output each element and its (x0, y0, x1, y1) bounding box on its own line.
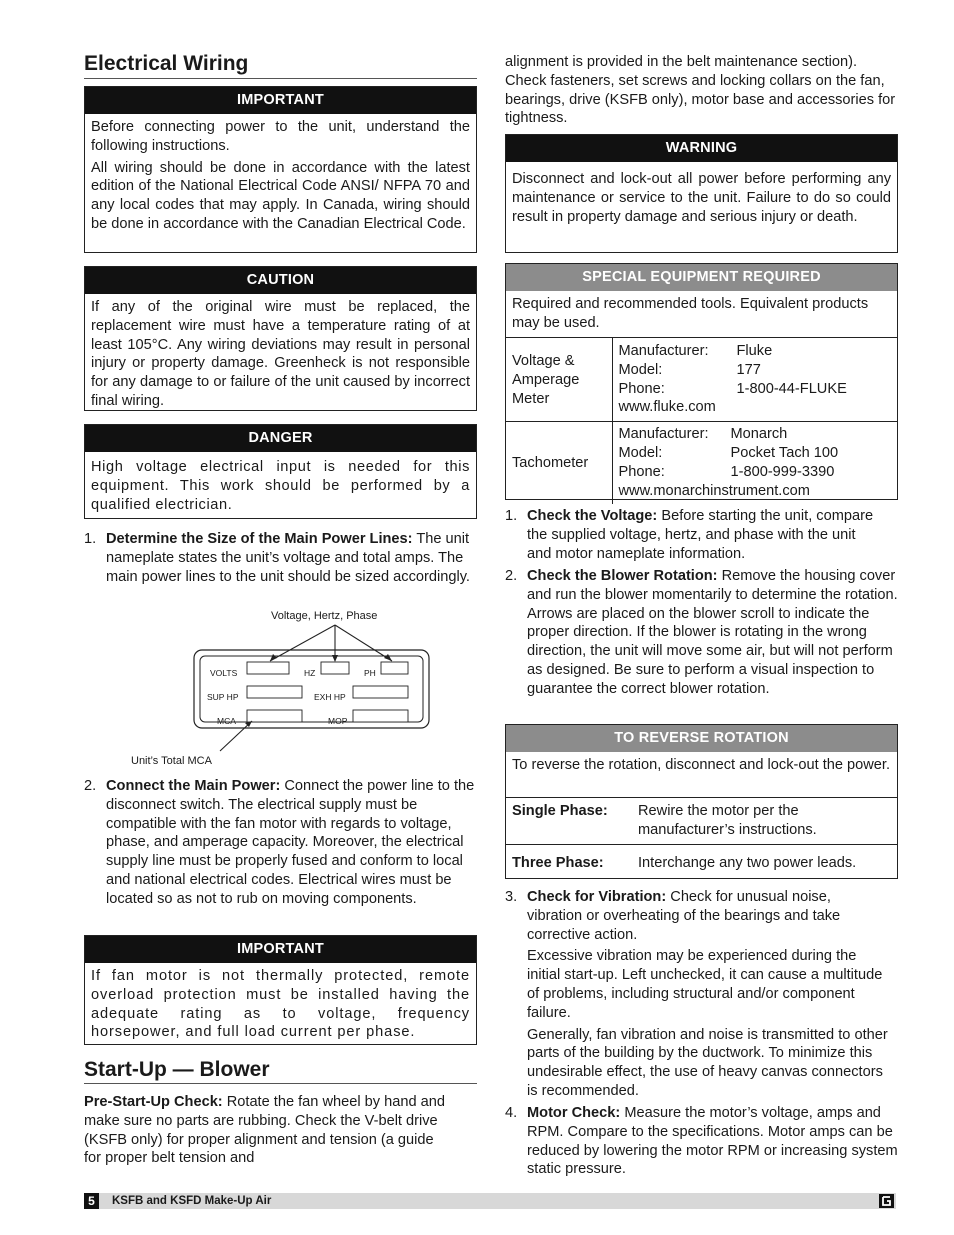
reverse-rotation-table (505, 724, 898, 879)
equipment-heading: SPECIAL EQUIPMENT REQUIRED (506, 264, 897, 291)
equipment-name: Voltage & Amperage Meter (506, 338, 612, 422)
step-description: The unit nameplate states the unit’s voltage and total amps. The main power lines to the unit should be sized accordingly. (106, 531, 470, 585)
step-text (527, 567, 899, 699)
detail-value: 1-800-44-FLUKE (736, 380, 847, 397)
caution-paragraph: If any of the original wire must be replaced, the replacement wire must have a temperature rating of at least 105°C. Any wiring deviations may result in personal injury or property damage. Greenheck is not responsible for any damage to or failure of the unit caused by incorrect final wiring. (91, 299, 470, 409)
warning-body (506, 162, 897, 233)
equipment-details (612, 338, 897, 422)
step-number: 2. (84, 778, 97, 794)
detail-url: www.fluke.com (618, 399, 716, 416)
important-paragraph: All wiring should be done in accordance with the latest edition of the National Electrical Code ANSI/ NFPA 70 and any local codes that may apply. In Canada, wiring should be done in accordance with the Canadian Electrical Code. (91, 159, 470, 232)
important-body (85, 114, 476, 241)
step-description: Before starting the unit, compare the supplied voltage, hertz, and phase with the unit and motor nameplate information. (527, 508, 874, 562)
important-heading: IMPORTANT (85, 87, 476, 114)
important-body (85, 963, 476, 1049)
detail-value: Monarch (730, 426, 788, 443)
step-heading: Check for Vibration: (527, 889, 667, 905)
step-description: Connect the power line to the disconnect switch. The electrical supply must be compatible with the fan motor with regards to voltage, phase, and amperage capacity. Moreover, the electrical supply line must be properly fused and conform to local and national electrical codes. Electrical wires must be located so as not to rub on moving components. (106, 778, 475, 907)
reverse-rows (506, 797, 897, 882)
equipment-rows (506, 337, 897, 504)
page-number: 5 (84, 1193, 99, 1209)
detail-key: Phone: (618, 463, 665, 480)
diagram-label-voltage-hertz-phase: Voltage, Hertz, Phase (271, 610, 378, 622)
equipment-details (612, 422, 897, 505)
field-label-volts: VOLTS (210, 668, 238, 678)
detail-value: 1-800-999-3390 (730, 463, 835, 480)
step-paragraph: Excessive vibration may be experienced during the initial start-up. Left unchecked, it can cause a multitude of problems, including structural and/or component failure. (527, 948, 883, 1021)
step-text (106, 777, 477, 909)
pre-start-heading: Pre-Start-Up Check: (84, 1094, 223, 1110)
step-number: 3. (505, 889, 518, 905)
field-label-mca: MCA (217, 716, 236, 726)
caution-notice-box (84, 266, 477, 411)
field-label-sup-hp: SUP HP (207, 692, 239, 702)
greenheck-logo-icon (879, 1194, 894, 1208)
important-paragraph: If fan motor is not thermally protected, remote overload protection must be installed having the adequate rating as to voltage, frequency horsepower, and full load current per phase. (91, 968, 470, 1041)
equipment-name: Tachometer (506, 422, 612, 505)
detail-value: Pocket Tach 100 (730, 444, 839, 461)
diagram-label-total-mca: Unit’s Total MCA (131, 755, 212, 767)
warning-paragraph: Disconnect and lock-out all power before performing any maintenance or service to the unit. Failure to do so could result in property damage and serious injury or death. (512, 171, 891, 225)
field-label-mop: MOP (328, 716, 348, 726)
reverse-heading: TO REVERSE ROTATION (506, 725, 897, 752)
detail-url: www.monarchinstrument.com (618, 482, 810, 499)
field-label-ph: PH (364, 668, 376, 678)
important-notice-box-2 (84, 935, 477, 1045)
step-description: Measure the motor’s voltage, amps and RPM. Compare to the specifications. Motor amps can be reduced by lowering the motor RPM or increasing system static pressure. (527, 1105, 898, 1178)
reverse-intro: To reverse the rotation, disconnect and lock-out the power. (512, 757, 891, 773)
detail-key: Model: (618, 361, 663, 378)
detail-key: Phone: (618, 380, 665, 397)
table-row (506, 798, 897, 845)
step-heading: Check the Blower Rotation: (527, 568, 718, 584)
step-text (106, 530, 477, 586)
step-text (527, 1104, 899, 1179)
section-title-electrical-wiring: Electrical Wiring (84, 52, 249, 75)
step-description: Remove the housing cover and run the blower momentarily to determine the rotation. Arrows are placed on the blower scroll to indicate the proper direction. If the blower is rotating in the wrong direction, the unit will move some air, but will not perform as designed. Be sure to perform a visual inspection to guarantee the correct blower rotation. (527, 568, 898, 697)
detail-value: Fluke (736, 343, 773, 359)
field-label-hz: HZ (304, 668, 316, 678)
field-label-exh-hp: EXH HP (314, 692, 346, 702)
nameplate-diagram (120, 605, 450, 775)
step-number: 1. (505, 508, 518, 524)
step-text (527, 507, 877, 563)
title-rule (84, 78, 477, 79)
equipment-intro: Required and recommended tools. Equivalent products may be used. (512, 296, 869, 331)
important-heading: IMPORTANT (85, 936, 476, 963)
danger-body (85, 452, 476, 521)
detail-key: Manufacturer: (618, 343, 709, 359)
warning-notice-box (505, 134, 898, 253)
step-number: 4. (505, 1105, 518, 1121)
phase-instruction: Interchange any two power leads. (632, 844, 897, 882)
detail-value: 177 (736, 361, 761, 378)
danger-notice-box (84, 424, 477, 519)
nameplate-drawing (120, 605, 450, 775)
footer-title: KSFB and KSFD Make-Up Air (112, 1195, 272, 1207)
detail-key: Manufacturer: (618, 426, 709, 443)
step-number: 1. (84, 531, 97, 547)
step-heading: Check the Voltage: (527, 508, 658, 524)
phase-label: Three Phase: (506, 844, 632, 882)
title-rule (84, 1083, 477, 1084)
step-heading: Determine the Size of the Main Power Lines: (106, 531, 413, 547)
page-footer (84, 1193, 896, 1209)
danger-paragraph: High voltage electrical input is needed for this equipment. This work should be performed by a qualified electrician. (91, 459, 470, 513)
special-equipment-table (505, 263, 898, 500)
table-row (506, 844, 897, 882)
section-title-start-up-blower: Start-Up — Blower (84, 1058, 270, 1081)
step-heading: Motor Check: (527, 1105, 621, 1121)
phase-instruction: Rewire the motor per the manufacturer’s instructions. (632, 798, 897, 845)
continued-paragraph: alignment is provided in the belt maintenance section). Check fasteners, set screws and locking collars on the fan, bearings, drive (KSFB only), motor base and accessories for tightness. (505, 54, 896, 127)
step-text (527, 888, 889, 1101)
detail-key: Model: (618, 444, 663, 461)
caution-heading: CAUTION (85, 267, 476, 294)
important-paragraph: Before connecting power to the unit, understand the following instructions. (91, 119, 470, 154)
important-notice-box (84, 86, 477, 253)
step-number: 2. (505, 568, 518, 584)
step-heading: Connect the Main Power: (106, 778, 281, 794)
danger-heading: DANGER (85, 425, 476, 452)
phase-label: Single Phase: (506, 798, 632, 845)
table-row (506, 422, 897, 505)
step-description: Check for unusual noise, vibration or overheating of the bearings and take corrective action. (527, 889, 841, 943)
warning-heading: WARNING (506, 135, 897, 162)
pre-start-text: Rotate the fan wheel by hand and make sure no parts are rubbing. Check the V-belt drive (KSFB only) for proper alignment and tension (a guide for proper belt tension and (84, 1094, 445, 1167)
table-row (506, 338, 897, 422)
caution-body (85, 294, 476, 418)
step-paragraph: Generally, fan vibration and noise is transmitted to other parts of the building by the ductwork. To minimize this undesirable effect, the use of heavy canvas connectors is recommended. (527, 1026, 888, 1099)
pre-start-up-check (84, 1093, 446, 1168)
